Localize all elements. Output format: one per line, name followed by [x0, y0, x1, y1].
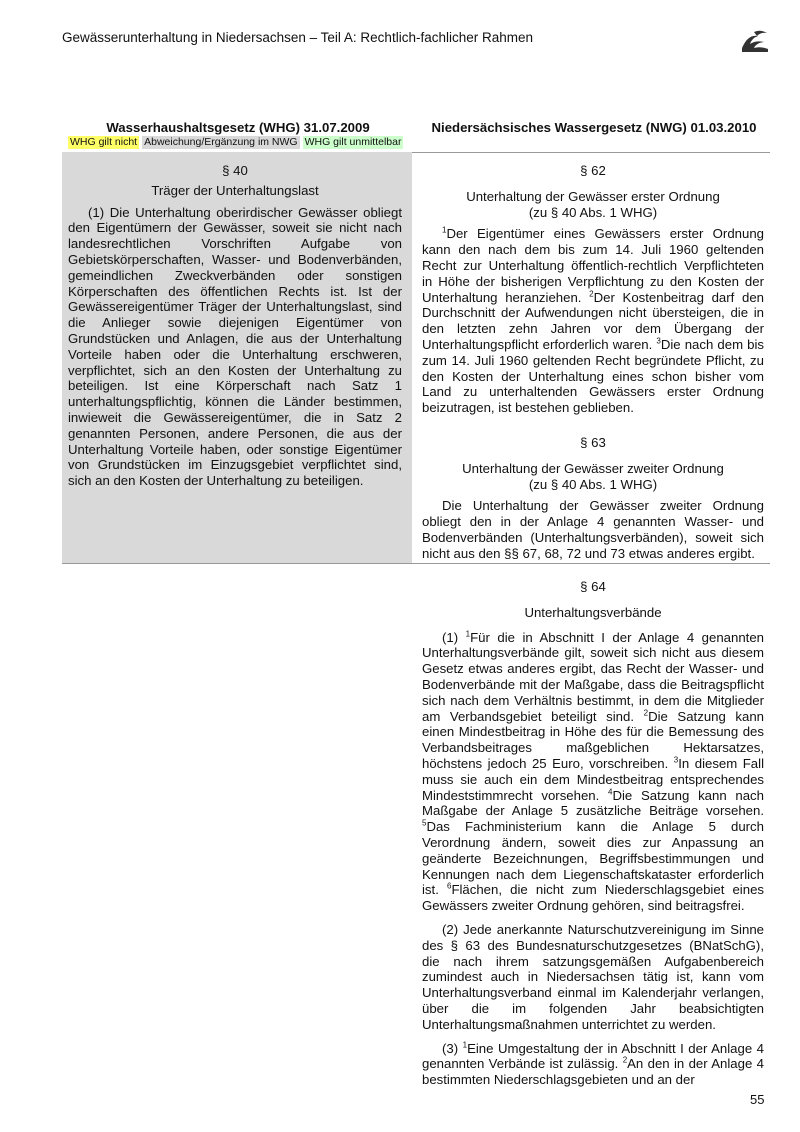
- section-number: § 64: [580, 579, 606, 594]
- legend-whg-direct: WHG gilt unmittelbar: [304, 136, 402, 148]
- section-title: Unterhaltung der Gewässer erster Ordnung: [466, 188, 720, 204]
- section-title: Unterhaltung der Gewässer zweiter Ordnung: [462, 460, 724, 476]
- section-number: § 62: [580, 163, 606, 178]
- whg-section-40: [68, 163, 402, 497]
- section-title: Unterhaltungsverbände: [524, 604, 662, 620]
- whg-column-title: Wasserhaushaltsgesetz (WHG) 31.07.2009: [106, 120, 370, 135]
- section-text: $^1$Der Eigentümer eines Gewässers erster Ordnung kann den nach dem bis zum 14. Juli 1960 geltenden Recht zur Unterhaltung öffentlich-rechtlich Verpflichteten in Höhe der bisherigen Verpflichtung zu den Kosten der Unterhaltung heranziehen. $^2$Der Kostenbeitrag darf den Durchschnitt der Aufwendungen nicht übersteigen, die in den letzten zehn Jahren vor dem Übergang der Unterhaltungspflicht erforderlich waren. $^3$Die nach dem bis zum 14. Juli 1960 geltenden Recht begründete Pflicht, zu den Kosten der Unterhaltung eines schon bisher vom Land zu unterhaltenden Gewässers erster Ordnung beizutragen, ist bestehen geblieben.: [422, 226, 764, 416]
- nwg-column-title: Niedersächsisches Wassergesetz (NWG) 01.03.2010: [431, 120, 757, 135]
- section-text: Die Unterhaltung der Gewässer zweiter Ordnung obliegt den in der Anlage 4 genannten Wasser- und Bodenverbänden (Unterhaltungsverbänden), soweit sich nicht aus den §§ 67, 68, 72 und 73 etwas anderes ergibt.: [422, 498, 764, 561]
- color-legend: [68, 136, 403, 149]
- paragraph-2: (2) Jede anerkannte Naturschutzvereinigung im Sinne des § 63 des Bundesnaturschutzgesetzes (BNatSchG), die nach ihrem satzungsgemäßen Aufgabenbereich zumindest auch in Niedersachsen tätig ist, kann vom Unterhaltungsverband einmal im Kalenderjahr verlangen, über die im folgenden Jahr beabsichtigten Unterhaltungsmaßnahmen unterrichtet zu werden.: [422, 921, 764, 1032]
- page-number: 55: [750, 1092, 765, 1107]
- section-title: Träger der Unterhaltungslast: [151, 182, 319, 198]
- section-number: § 40: [222, 163, 248, 178]
- paragraph-1: (1) $^1$Für die in Abschnitt I der Anlage 4 genannten Unterhaltungsverbände gilt, soweit sich nicht aus diesem Gesetz etwas anderes ergibt, das Recht der Wasser- und Bodenverbände mit der Maßgabe, dass die Beitragspflicht sich nach dem Verhältnis bestimmt, in dem die Mitglieder am Verbandsgebiet beteiligt sind. $^2$Die Satzung kann einen Mindestbeitrag in Höhe des für die Bemessung des Verbandsbeitrages maßgeblichen Hektarsatzes, höchstens jedoch 25 Euro, vorschreiben. $^3$In diesem Fall muss sie auch ein dem Mindestbeitrag entsprechendes Mindeststimmrecht vorsehen. $^4$Die Satzung kann nach Maßgabe der Anlage 5 zusätzliche Beiträge vorsehen. $^5$Das Fachministerium kann die Anlage 5 durch Verordnung ändern, soweit dies zur Anpassung an geänderte Bezeichnungen, Begriffsbestimmungen und Kennungen nach dem Liegenschaftskataster erforderlich ist. $^6$Flächen, die nicht zum Niederschlagsgebiet eines Gewässers zweiter Ordnung gehören, sind beitragsfrei.: [422, 629, 765, 914]
- paragraph-3: (3) $^1$Eine Umgestaltung der in Abschnitt I der Anlage 4 genannten Verbände ist zulässig. $^2$An den in der Anlage 4 bestimmten Niederschlagsgebieten und an der: [422, 1040, 764, 1088]
- nwg-section-64: [422, 579, 764, 1096]
- wave-logo-icon: [740, 28, 770, 54]
- running-header: Gewässerunterhaltung in Niedersachsen – Teil A: Rechtlich-fachlicher Rahmen: [62, 30, 533, 45]
- section-subtitle: (zu § 40 Abs. 1 WHG): [528, 204, 658, 220]
- section-subtitle: (zu § 40 Abs. 1 WHG): [528, 476, 658, 492]
- nwg-section-63: [422, 435, 764, 570]
- section-text: (1) Die Unterhaltung oberirdischer Gewässer obliegt den Eigentümern der Gewässer, soweit sie nicht nach landesrechtlichen Vorschriften Aufgabe von Gebietskörperschaften, Wasser- und Bodenverbänden, gemeindlichen Zweckverbänden oder sonstigen Körperschaften des öffentlichen Rechts ist. Ist der Gewässereigentümer Träger der Unterhaltungslast, sind die Anlieger sowie diejenigen Eigentümer von Grundstücken und Anlagen, die aus der Unterhaltung Vorteile haben oder die Unterhaltung erschweren, verpflichtet, sich an den Kosten der Unterhaltung zu beteiligen. Ist eine Körperschaft nach Satz 1 unterhaltungspflichtig, können die Länder bestimmen, inwieweit die Gewässereigentümer, die in Satz 2 genannten Personen, andere Personen, die aus der Unterhaltung Vorteile haben, oder sonstige Eigentümer von Grundstücken im Einzugsgebiet verpflichtet sind, sich an den Kosten der Unterhaltung zu beteiligen.: [68, 204, 402, 489]
- legend-nwg-deviation: Abweichung/Ergänzung im NWG: [144, 136, 298, 148]
- legend-whg-not-applicable: WHG gilt nicht: [70, 136, 138, 148]
- section-number: § 63: [580, 435, 606, 450]
- nwg-section-62: [422, 163, 764, 424]
